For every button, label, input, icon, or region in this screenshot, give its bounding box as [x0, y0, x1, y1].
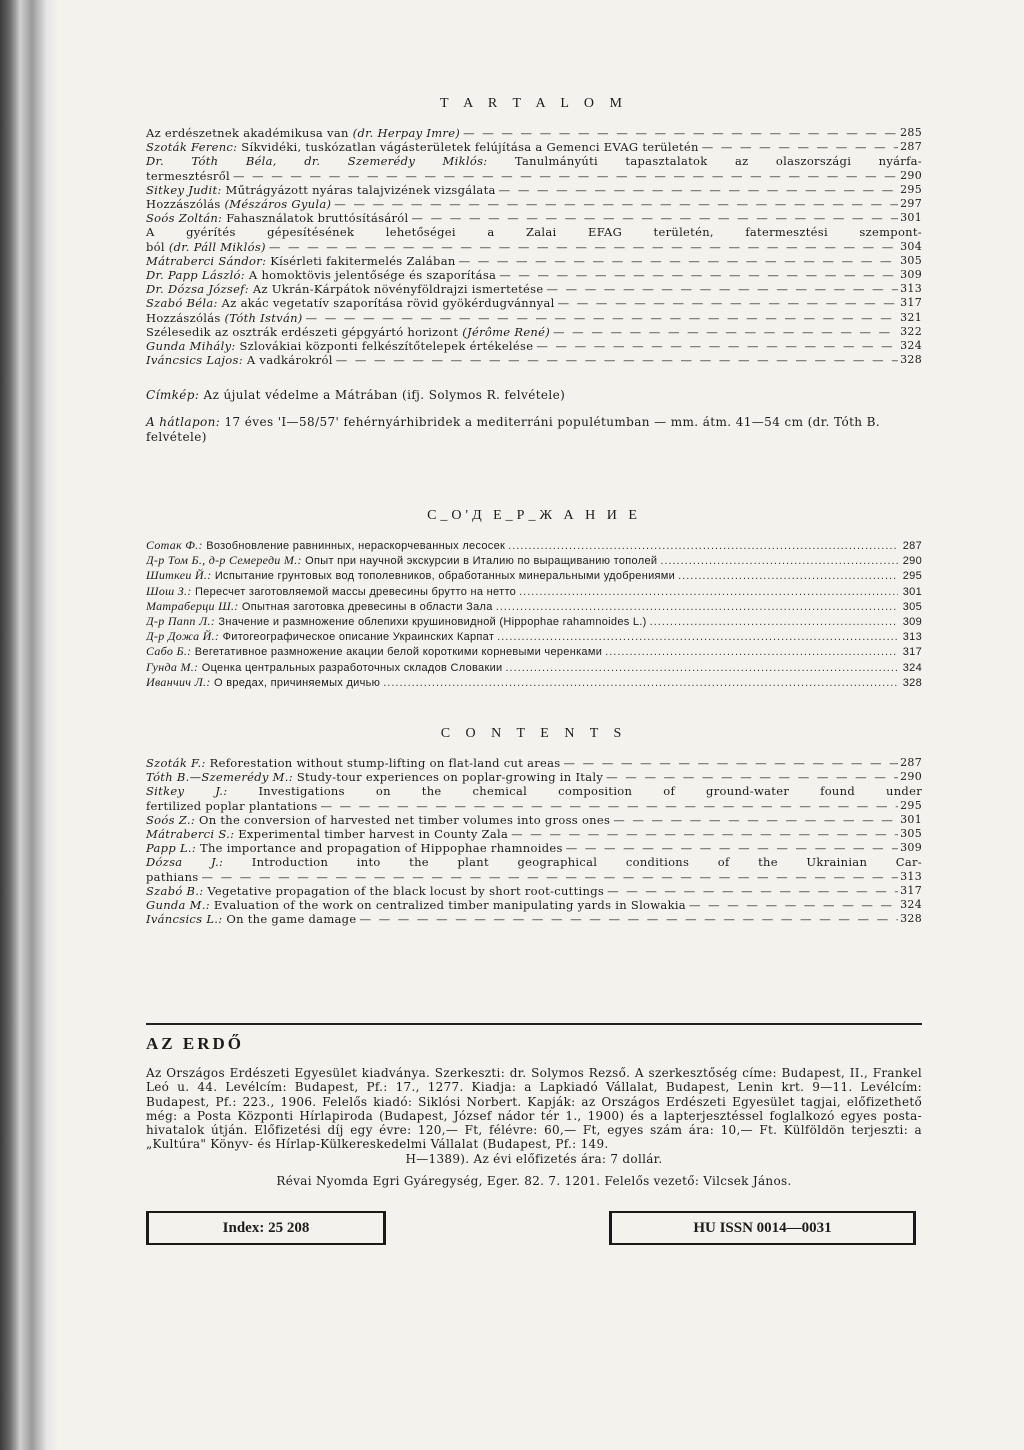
- toc-entry: [146, 553, 922, 568]
- toc-text: [146, 629, 494, 644]
- toc-title: Kísérleti fakitermelés Zalában: [266, 253, 456, 268]
- toc-title-cont: pathians: [146, 869, 199, 884]
- contents-list: [146, 756, 922, 926]
- toc-author: Sitkey Judit:: [146, 182, 222, 197]
- toc-entry: [146, 799, 922, 813]
- tartalom-section: [146, 96, 922, 367]
- toc-leader: [555, 296, 898, 310]
- toc-entry-line1: [146, 154, 922, 168]
- toc-title: Вегетативное размножение акации белой короткими корневыми черенками: [191, 646, 603, 659]
- toc-author: Шиткеи Й.:: [146, 568, 212, 583]
- toc-title: Experimental timber harvest in County Zala: [234, 827, 509, 842]
- toc-entry: [146, 756, 922, 770]
- toc-page-number: 305: [900, 827, 922, 841]
- toc-page-number: 295: [900, 182, 922, 196]
- toc-page-number: 324: [902, 661, 922, 674]
- toc-leader: [502, 661, 898, 675]
- toc-title-cont: ból: [146, 239, 169, 254]
- toc-page-number: 328: [900, 353, 922, 367]
- toc-entry: [146, 126, 922, 140]
- toc-title: О вредах, причиняемых дичью: [210, 676, 381, 689]
- toc-title-continued: [146, 870, 199, 884]
- toc-title: Оценка центральных разработочных складов Словакии: [198, 661, 503, 674]
- toc-author: Mátraberci S.:: [146, 827, 235, 842]
- toc-title: Szélesedik az osztrák erdészeti gépgyártó horizont: [146, 324, 463, 339]
- toc-title: Introduction into the plant geographical conditions of the Ukrainian Car-: [223, 855, 922, 870]
- toc-page-number: 317: [902, 646, 922, 659]
- toc-page-number: 305: [900, 253, 922, 267]
- toc-page-number: 321: [900, 310, 922, 324]
- toc-author: Iváncsics L.:: [146, 912, 223, 927]
- toc-author: Dr. Papp László:: [146, 268, 245, 283]
- toc-page-number: 287: [902, 540, 922, 552]
- toc-entry: [146, 614, 922, 629]
- toc-title: Síkvidéki, tuskózatlan vágásterületek felújítása a Gemenci EVAG területén: [237, 140, 699, 155]
- cover-caption: [146, 388, 922, 403]
- toc-author: (Jérôme René): [462, 324, 551, 339]
- toc-author: Dr. Tóth Béla, dr. Szemerédy Miklós:: [146, 154, 488, 169]
- toc-entry: [146, 644, 922, 659]
- toc-title: Műtrágyázott nyáras talajvizének vizsgálata: [221, 182, 496, 197]
- toc-entry: [146, 538, 922, 553]
- toc-leader: [647, 615, 898, 629]
- captions: [146, 388, 922, 445]
- toc-text: [146, 644, 602, 659]
- toc-entry-line1: [146, 225, 922, 239]
- toc-leader: [508, 827, 898, 841]
- toc-page-number: 297: [900, 197, 922, 211]
- toc-author: Soós Z.:: [146, 812, 196, 827]
- toc-author: Dr. Dózsa József:: [146, 282, 249, 297]
- toc-author: Д-р Дожа Й.:: [146, 629, 220, 644]
- toc-title: Reforestation without stump-lifting on flat-land cut areas: [205, 756, 561, 770]
- toc-author: Д-р Папп Л.:: [146, 614, 216, 629]
- toc-author: Gunda M.:: [146, 898, 210, 913]
- toc-leader: [456, 254, 898, 268]
- toc-leader: [561, 756, 898, 770]
- toc-author: (Tóth István): [224, 310, 303, 325]
- toc-author: Д-р Том Б., д-р Семереди М.:: [146, 553, 302, 568]
- toc-entry: [146, 268, 922, 282]
- toc-title: Испытание грунтовых вод тополевников, обработанных минеральными удобрениями: [211, 570, 676, 583]
- toc-leader: [505, 539, 898, 553]
- toc-author: Гунда М.:: [146, 659, 199, 674]
- toc-entry: [146, 660, 922, 675]
- toc-page-number: 290: [900, 770, 922, 784]
- toc-title: A vadkárokról: [242, 353, 333, 368]
- toc-entry: [146, 325, 922, 339]
- toc-title: Az erdészetnek akadémikusa van: [146, 126, 353, 140]
- toc-entry: [146, 311, 922, 325]
- toc-author: Tóth B.—Szemerédy M.:: [146, 770, 293, 785]
- soderzhanie-title: С_О'Д Е_Р_Ж А Н И Е: [427, 508, 641, 523]
- toc-title: Опыт при научной экскурсии в Италию по выращиванию тополей: [301, 555, 658, 568]
- toc-entry: [146, 813, 922, 827]
- back-caption-text: 17 éves 'I—58/57' fehérnyárhibridek a mediterráni populétumban — mm. átm. 41—54 cm (dr. Tóth B. felvétele): [146, 415, 881, 444]
- toc-title: Фитогеографическое описание Украинских Карпат: [219, 631, 495, 644]
- toc-leader: [675, 569, 898, 583]
- journal-title: AZ ERDŐ: [146, 1034, 244, 1053]
- toc-leader: [494, 630, 898, 644]
- toc-entry: [146, 254, 922, 268]
- toc-title: Опытная заготовка древесины в области Зала: [238, 600, 493, 613]
- toc-title: Значение и размножение облепихи крушиновидной (Hippophae rahamnoides L.): [215, 616, 647, 629]
- toc-text: [146, 211, 408, 225]
- toc-title: Пересчет заготовляемой массы древесины брутто на нетто: [191, 585, 517, 598]
- toc-text: [146, 756, 561, 770]
- toc-title-cont: termesztésről: [146, 168, 230, 183]
- toc-entry: [146, 211, 922, 225]
- toc-page-number: 304: [900, 239, 922, 253]
- toc-text: [146, 282, 543, 296]
- toc-text: [146, 884, 604, 898]
- toc-entry: [146, 770, 922, 784]
- toc-entry: [146, 629, 922, 644]
- toc-leader: [657, 554, 898, 568]
- back-caption: [146, 415, 922, 445]
- toc-entry: [146, 183, 922, 197]
- toc-entry-line1: [146, 855, 922, 869]
- toc-text: [146, 353, 333, 367]
- toc-title-continued: [146, 240, 266, 254]
- toc-entry: [146, 282, 922, 296]
- toc-text: [146, 325, 550, 339]
- toc-page-number: 328: [902, 676, 922, 689]
- toc-author: Матраберци Ш.:: [146, 598, 239, 613]
- toc-title: A gyérítés gépesítésének lehetőségei a Zalai EFAG területén, fatermesztési szempont-: [146, 225, 922, 240]
- toc-entry: [146, 169, 922, 183]
- toc-author: Iváncsics Lajos:: [146, 353, 243, 368]
- toc-title-continued: [146, 169, 230, 183]
- toc-author: Szoták Ferenc:: [146, 140, 238, 155]
- toc-leader: [331, 197, 898, 211]
- toc-text: [146, 538, 505, 553]
- toc-text: [146, 599, 493, 614]
- toc-leader: [496, 183, 898, 197]
- toc-author: Szoták F.:: [146, 756, 206, 770]
- toc-page-number: 295: [900, 798, 922, 812]
- toc-leader: [356, 912, 898, 926]
- toc-entry: [146, 884, 922, 898]
- toc-author: (dr. Páll Miklós): [168, 239, 266, 254]
- toc-title: Tanulmányúti tapasztalatok az olaszországi nyárfa-: [487, 154, 922, 169]
- toc-text: [146, 770, 603, 784]
- printer-line: Révai Nyomda Egri Gyáregység, Eger. 82. 7. 1201. Felelős vezető: Vilcsek János.: [276, 1174, 792, 1189]
- toc-text: [146, 183, 496, 197]
- toc-page-number: 301: [900, 812, 922, 826]
- toc-author: (Mészáros Gyula): [224, 197, 332, 212]
- toc-page-number: 287: [900, 140, 922, 154]
- issn-box: HU ISSN 0014—0031: [609, 1211, 916, 1245]
- toc-author: Szabó Béla:: [146, 296, 218, 311]
- toc-text: [146, 813, 610, 827]
- toc-leader: [603, 770, 898, 784]
- toc-author: Шош З.:: [146, 583, 192, 598]
- toc-title: A homoktövis jelentősége és szaporítása: [244, 268, 497, 283]
- tartalom-title: T A R T A L O M: [440, 96, 628, 111]
- toc-page-number: 317: [900, 883, 922, 897]
- toc-title: Hozzászólás: [146, 310, 225, 325]
- toc-leader: [563, 841, 898, 855]
- index-boxes: [146, 1211, 922, 1251]
- toc-author: Mátraberci Sándor:: [146, 253, 267, 268]
- toc-author: Sitkey J.:: [146, 784, 228, 799]
- toc-title: Evaluation of the work on centralized timber manipulating yards in Slowakia: [209, 898, 686, 913]
- toc-entry: [146, 140, 922, 154]
- toc-page-number: 295: [902, 570, 922, 583]
- toc-text: [146, 660, 502, 675]
- toc-entry: [146, 568, 922, 583]
- toc-text: [146, 827, 508, 841]
- toc-page-number: 313: [902, 631, 922, 644]
- contents-section: [146, 726, 922, 926]
- book-spine-shadow: [0, 0, 58, 1450]
- toc-text: [146, 568, 675, 583]
- toc-entry: [146, 870, 922, 884]
- toc-entry: [146, 841, 922, 855]
- toc-entry: [146, 353, 922, 367]
- toc-leader: [333, 353, 898, 367]
- toc-title: Vegetative propagation of the black locust by short root-cuttings: [203, 883, 605, 898]
- toc-text: [146, 339, 533, 353]
- soderzhanie-list: [146, 538, 922, 690]
- toc-leader: [533, 339, 898, 353]
- toc-title: Study-tour experiences on poplar-growing in Italy: [292, 770, 604, 785]
- toc-leader: [516, 585, 898, 599]
- toc-title: Szlovákiai központi felkészítőtelepek értékelése: [235, 339, 534, 354]
- index-box: Index: 25 208: [146, 1211, 386, 1245]
- toc-page-number: 317: [900, 296, 922, 310]
- toc-text: [146, 553, 657, 568]
- toc-leader: [303, 311, 898, 325]
- toc-author: (dr. Herpay Imre): [352, 126, 461, 140]
- toc-title: On the conversion of harvested net timber volumes into gross ones: [195, 812, 611, 827]
- toc-text: [146, 584, 516, 599]
- toc-page-number: 313: [900, 282, 922, 296]
- toc-author: Сабо Б.:: [146, 644, 192, 659]
- toc-page-number: 309: [900, 841, 922, 855]
- toc-page-number: 301: [902, 585, 922, 598]
- toc-page-number: 301: [900, 211, 922, 225]
- toc-entry: [146, 898, 922, 912]
- toc-leader: [699, 140, 898, 154]
- toc-title: Investigations on the chemical composition of ground-water found under: [227, 784, 922, 799]
- toc-leader: [199, 870, 899, 884]
- toc-leader: [380, 676, 898, 690]
- toc-page-number: 328: [900, 912, 922, 926]
- toc-text: [146, 675, 380, 690]
- toc-author: Soós Zoltán:: [146, 211, 223, 226]
- toc-author: Papp L.:: [146, 841, 197, 856]
- toc-author: Gunda Mihály:: [146, 339, 236, 354]
- toc-leader: [550, 325, 898, 339]
- toc-page-number: 324: [900, 339, 922, 353]
- toc-text: [146, 140, 699, 154]
- toc-page-number: 322: [900, 324, 922, 338]
- toc-text: [146, 841, 563, 855]
- contents-title: C O N T E N T S: [440, 726, 628, 741]
- imprint-body: Az Országos Erdészeti Egyesület kiadványa. Szerkeszti: dr. Solymos Rezső. A szerkesztőség címe: Budapest, II., Frankel Leó u. 44. Levélcím: Budapest, Pf.: 17., 1277. Kiadja: a Lapkiadó Vállalat, Budapest, Lenin krt. 9—11. Levélcím: Budapest, Pf.: 223., 1906. Felelős kiadó: Siklósi Norbert. Kapják: az Országos Erdészeti Egyesület tagjai, előfizethető még: a Posta Központi Hírlapiroda (Budapest, József nádor tér 1., 1900) és a lapterjesztéssel foglalkozó egyes posta-hivatalok útján. Előfizetési díj egy évre: 120,— Ft, félévre: 60,— Ft, egyes szám ára: 10,— Ft. Külföldön terjeszti: a „Kultúra" Könyv- és Hírlap-Külkereskedelmi Vállalat (Budapest, Pf.: 149.: [146, 1066, 922, 1152]
- back-caption-label: A hátlapon:: [146, 415, 221, 429]
- imprint-section: [146, 1034, 922, 1188]
- toc-leader: [460, 126, 898, 140]
- toc-text: [146, 311, 303, 325]
- toc-title: Hozzászólás: [146, 197, 225, 212]
- tartalom-list: [146, 126, 922, 367]
- cover-caption-label: Címkép:: [146, 388, 200, 402]
- toc-leader: [543, 282, 898, 296]
- toc-entry-line1: [146, 784, 922, 798]
- toc-leader: [496, 268, 898, 282]
- toc-author: Szabó B.:: [146, 883, 204, 898]
- toc-text: [146, 126, 460, 140]
- toc-page-number: 324: [900, 898, 922, 912]
- toc-entry: [146, 827, 922, 841]
- toc-text: [146, 614, 647, 629]
- toc-title: Az Ukrán-Kárpátok növényföldrajzi ismertetése: [248, 282, 544, 297]
- toc-page-number: 285: [900, 126, 922, 139]
- toc-leader: [602, 645, 898, 659]
- cover-caption-text: Az újulat védelme a Mátrában (ifj. Solymos R. felvétele): [199, 388, 566, 402]
- toc-title: Fahasználatok bruttósításáról: [222, 211, 409, 226]
- toc-entry: [146, 240, 922, 254]
- toc-entry: [146, 339, 922, 353]
- toc-page-number: 287: [900, 756, 922, 769]
- toc-entry: [146, 675, 922, 690]
- toc-leader: [408, 211, 898, 225]
- toc-entry: [146, 584, 922, 599]
- toc-leader: [493, 600, 898, 614]
- toc-page-number: 309: [902, 616, 922, 629]
- toc-leader: [686, 898, 898, 912]
- toc-author: Иванчич Л.:: [146, 674, 211, 689]
- toc-leader: [604, 884, 898, 898]
- toc-text: [146, 912, 356, 926]
- toc-author: Сотак Ф.:: [146, 538, 203, 552]
- toc-leader: [610, 813, 898, 827]
- toc-title: Az akác vegetatív szaporítása rövid gyökérdugvánnyal: [217, 296, 555, 311]
- toc-leader: [230, 169, 898, 183]
- toc-leader: [317, 799, 898, 813]
- toc-text: [146, 197, 331, 211]
- toc-author: Dózsa J.:: [146, 855, 224, 870]
- toc-title: On the game damage: [222, 912, 357, 927]
- toc-page-number: 290: [900, 168, 922, 182]
- toc-title-cont: fertilized poplar plantations: [146, 798, 318, 813]
- toc-page-number: 305: [902, 600, 922, 613]
- toc-page-number: 309: [900, 268, 922, 282]
- toc-entry: [146, 599, 922, 614]
- toc-entry: [146, 912, 922, 926]
- toc-text: [146, 898, 686, 912]
- toc-text: [146, 296, 555, 310]
- toc-page-number: 313: [900, 869, 922, 883]
- soderzhanie-section: [146, 508, 922, 690]
- toc-text: [146, 254, 456, 268]
- toc-leader: [266, 240, 898, 254]
- toc-page-number: 290: [902, 555, 922, 568]
- toc-title-continued: [146, 799, 317, 813]
- toc-title: Возобновление равнинных, нераскорчеванных лесосек: [202, 540, 506, 552]
- imprint-body-end: H—1389). Az évi előfizetés ára: 7 dollár.: [405, 1151, 663, 1166]
- imprint-top-rule: [146, 1023, 922, 1025]
- toc-entry: [146, 197, 922, 211]
- toc-text: [146, 268, 496, 282]
- toc-title: The importance and propagation of Hippophae rhamnoides: [196, 841, 563, 856]
- toc-entry: [146, 296, 922, 310]
